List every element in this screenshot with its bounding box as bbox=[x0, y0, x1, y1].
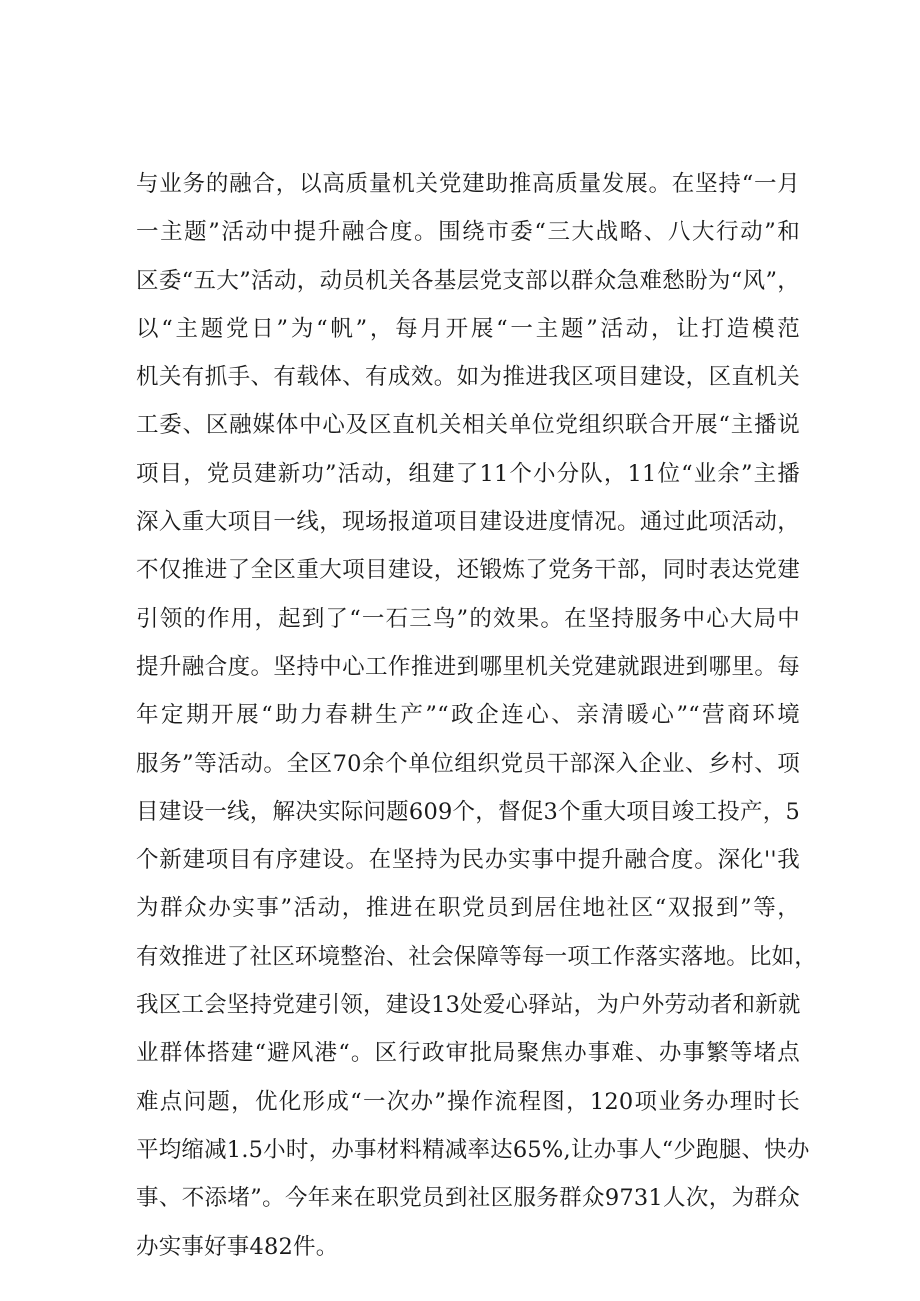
paragraph-line-18: 我区工会坚持党建引领，建设13处爱心驿站，为户外劳动者和新就 bbox=[136, 992, 801, 1019]
paragraph-line-17: 有效推进了社区环境整治、社会保障等每一项工作落实落地。比如， bbox=[136, 943, 818, 970]
paragraph-line-16: 为群众办实事”活动，推进在职党员到居住地社区“双报到”等， bbox=[136, 895, 800, 922]
paragraph-line-11: 提升融合度。坚持中心工作推进到哪里机关党建就跟进到哪里。每 bbox=[136, 653, 800, 680]
paragraph-line-23: 办实事好事482件。 bbox=[136, 1233, 339, 1260]
paragraph-line-8: 深入重大项目一线，现场报道项目建设进度情况。通过此项活动， bbox=[136, 509, 800, 536]
paragraph-line-2: 一主题”活动中提升融合度。围绕市委“三大战略、八大行动”和 bbox=[136, 219, 800, 246]
paragraph-line-5: 机关有抓手、有载体、有成效。如为推进我区项目建设，区直机关 bbox=[136, 364, 800, 391]
paragraph-line-6: 工委、区融媒体中心及区直机关相关单位党组织联合开展“主播说 bbox=[136, 412, 800, 439]
paragraph-line-13: 服务”等活动。全区70余个单位组织党员干部深入企业、乡村、项 bbox=[136, 750, 800, 777]
paragraph-line-20: 难点问题，优化形成“一次办”操作流程图，120项业务办理时长 bbox=[136, 1088, 800, 1115]
paragraph-line-19: 业群体搭建“避风港“。区行政审批局聚焦办事难、办事繁等堵点 bbox=[136, 1040, 800, 1067]
paragraph-line-21: 平均缩减1.5小时，办事材料精减率达65%,让办事人“少跑腿、快办 bbox=[136, 1136, 810, 1163]
paragraph-line-10: 引领的作用，起到了“一石三鸟”的效果。在坚持服务中心大局中 bbox=[136, 605, 800, 632]
paragraph-line-9: 不仅推进了全区重大项目建设，还锻炼了党务干部，同时表达党建 bbox=[136, 557, 800, 584]
paragraph-line-15: 个新建项目有序建设。在坚持为民办实事中提升融合度。深化''我 bbox=[136, 847, 800, 874]
paragraph-line-4: 以“主题党日”为“帆”，每月开展“一主题”活动，让打造模范 bbox=[136, 315, 800, 342]
paragraph-line-1: 与业务的融合，以高质量机关党建助推高质量发展。在坚持“一月 bbox=[136, 171, 800, 197]
paragraph-line-14: 目建设一线，解决实际问题609个，督促3个重大项目竣工投产，5 bbox=[136, 798, 800, 825]
paragraph-line-12: 年定期开展“助力春耕生产”“政企连心、亲清暖心”“营商环境 bbox=[136, 702, 800, 729]
paragraph-line-22: 事、不添堵”。今年来在职党员到社区服务群众9731人次，为群众 bbox=[136, 1185, 800, 1212]
paragraph-line-7: 项目，党员建新功”活动，组建了11个小分队，11位“业余”主播 bbox=[136, 460, 800, 487]
body-paragraph bbox=[136, 160, 818, 1271]
paragraph-line-3: 区委“五大”活动，动员机关各基层党支部以群众急难愁盼为“风”， bbox=[136, 267, 800, 294]
